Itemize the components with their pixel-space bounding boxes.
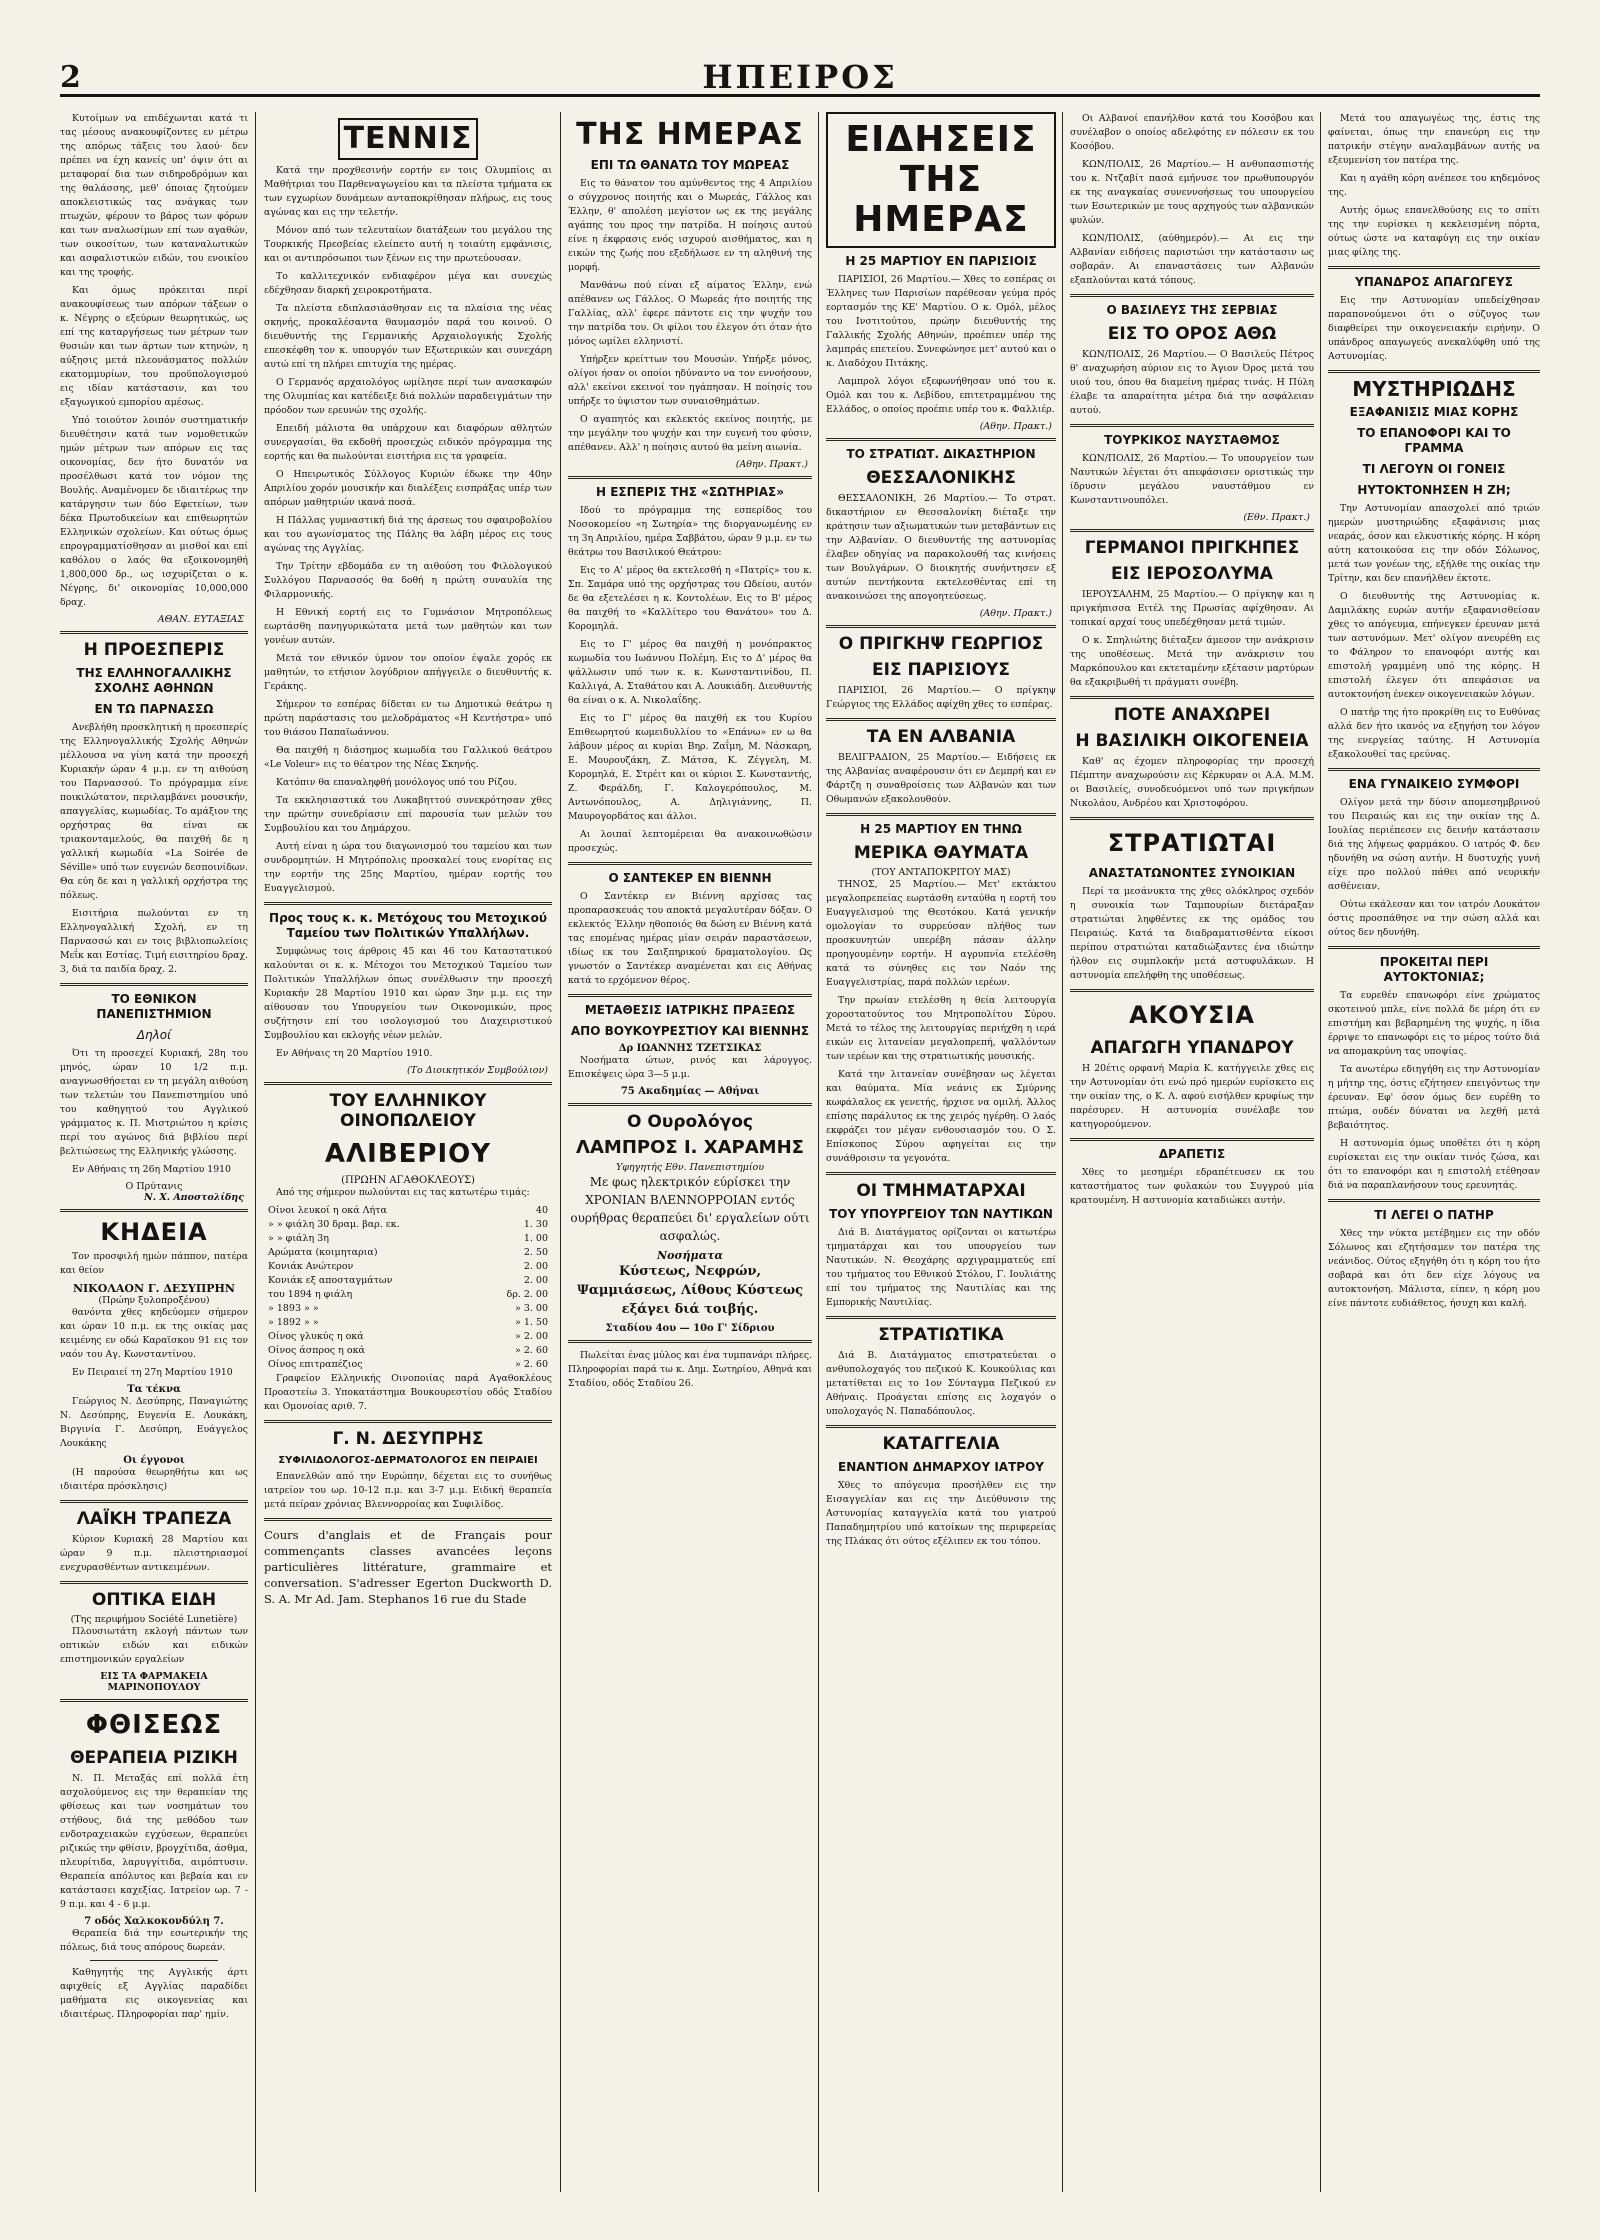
headline: ΤΗΣ ΗΜΕΡΑΣ (576, 117, 804, 152)
page-number: 2 (60, 60, 81, 95)
divider (826, 813, 1056, 816)
article-text: Η Πάλλας γυμναστική διά της άρσεως του σφαιροβολίου και του αγωνίσματος της Πάλης θα λάβη μέρος εις τους αγώνας της Αγγλίας. (264, 515, 552, 554)
headline: Ο ΣΑΝΤΕΚΕΡ ΕΝ ΒΙΕΝΝΗ (608, 871, 772, 885)
divider (60, 1581, 248, 1584)
article-text: Την Αστυνομίαν απασχολεί από τριών ημερών μυστηριώδης εξαφάνισις μιας νεαράς, όσον και ελκυστικής κόρης. Η κόρη αύτη κατοικούσα εις την οδόν Σόλωνος, μετά των γονέων της, εξήλθε της οικίας την Τρίτην, και δεν επανήλθεν έκτοτε. (1328, 503, 1540, 584)
subheadline: ΤΗΣ ΕΛΛΗΝΟΓΑΛΛΙΚΗΣ ΣΧΟΛΗΣ ΑΘΗΝΩΝ (76, 666, 232, 695)
article-text: Οι Αλβανοί επανήλθον κατά του Κοσόβου και συνέλαβον ο οποίος αδελφότης εν πόλεσιν εκ του Κοσόβου. (1070, 113, 1314, 152)
headline: ΤΑ ΕΝ ΑΛΒΑΝΙΑ (866, 727, 1016, 747)
article-text: Κατόπιν θα επαναληφθή μονόλογος υπό του Ρίζου. (276, 777, 517, 788)
article-text: Μόνον από των τελευταίων διατάξεων του μεγάλου της Τουρκικής Πρεσβείας ελείπετο αυτή η τοιαύτη εμφάνισις, και οι αντιπρόσωποι των ξένων εις την πρωτεύουσαν. (264, 225, 552, 264)
price-item: » 1893 » » (268, 1303, 319, 1314)
article-text: ΚΩΝ/ΠΟΛΙΣ, 26 Μαρτίου.— Ο Βασιλεύς Πέτρος θ' αναχωρήση αύριον εις το Άγιον Όρος μετά του υιού του, όπου θα διαμείνη ημέρας τινάς. Η Πύλη έλαβε τα απαραίτητα μέτρα διά την ασφάλειαν αυτού. (1070, 349, 1314, 416)
subheadline: ΤΙ ΛΕΓΟΥΝ ΟΙ ΓΟΝΕΙΣ (1362, 462, 1506, 476)
article-text: Χθες το απόγευμα προσήλθεν εις την Εισαγγελίαν και εις την Διεύθυνσιν της Αστυνομίας καταγγελία κατά του γιατρού Παπαδημητρίου υπό κατοίκων της περιφερείας της Πλάκας ότι ούτος εξέλιπεν εκ του τόπου. (826, 1480, 1056, 1547)
headline: ΕΝΑ ΓΥΝΑΙΚΕΙΟ ΣΥΜΦΟΡΙ (1348, 777, 1520, 791)
article-text: Ο κ. Σπηλιώτης διέταξεν άμεσον την ανάκρισιν της υποθέσεως. Μετά την ανάκρισιν του Μαρκόπουλου και εκτεταμένην εξέτασιν μαρτύρων θα εξακριβωθή τι πράγματι συνέβη. (1070, 635, 1314, 688)
subheadline: ΘΕΡΑΠΕΙΑ ΡΙΖΙΚΗ (70, 1748, 238, 1768)
column-1 (60, 112, 248, 2192)
divider (1070, 696, 1314, 699)
article-text: ΘΕΣΣΑΛΟΝΙΚΗ, 26 Μαρτίου.— Το στρατ. δικαστήριον εν Θεσσαλονίκη διέταξε την κράτησιν των αξιωματικών των μεταβάντων εις την Αλβανίαν. Ο διευθυντής της αστυνομίας έλαβεν οδηγίας να παρακολουθή τας κινήσεις των Βουλγάρων. Ο διοικητής συνήντησεν εξ αυτών πεντήκοντα εκτελεσθέντας επί τη ανακοινώσει της απογοητεύσεως. (826, 493, 1056, 602)
price-row (264, 1288, 552, 1302)
article-text: Υπήρξεν κρείττων του Μουσών. Υπήρξε μόνος, ολίγοι ήσαν οι οποίοι ηδύναντο να τον εννοήσουν, αλλ' εκείνοι εκεινοί τον ηγάπησαν. Η ποίησίς του υπήρξε το ύψιστον των συναισθημάτων. (568, 354, 812, 407)
divider (60, 983, 248, 986)
price-item: του 1894 η φιάλη (268, 1289, 353, 1300)
headline: ΚΗΔΕΙΑ (100, 1218, 208, 1246)
divider (568, 476, 812, 479)
signature: ΑΘΑΝ. ΕΥΤΑΞΙΑΣ (157, 614, 244, 625)
headline: Προς τους κ. κ. Μετόχους του Μετοχικού Ταμείου των Πολιτικών Υπαλλήλων. (269, 911, 547, 940)
article-text: Θα παιχθή η διάσημος κωμωδία του Γαλλικού θεάτρου «Le Voleur» εις το θέατρον της Νέας Σκηνής. (264, 745, 552, 770)
signature: (Το Διοικητικόν Συμβούλιον) (406, 1065, 548, 1076)
headline: ΦΘΙΣΕΩΣ (85, 1710, 223, 1740)
signature: (Εθν. Πρακτ.) (1243, 512, 1310, 523)
role-line: Τα τέκνα (127, 1384, 181, 1395)
price-item: » » φιάλη 30 δραμ. βαρ. εκ. (268, 1219, 400, 1230)
divider (60, 631, 248, 634)
article-text: Ο Γερμανός αρχαιολόγος ωμίλησε περί των ανασκαφών της Ολυμπίας και κατέδειξε διά πολλών παραδειγμάτων την πρόοδον των ερευνών της σχολής. (264, 377, 552, 416)
article-text: Ότι τη προσεχεί Κυριακή, 28η του μηνός, ώραν 10 1/2 π.μ. αναγνωσθήσεται εν τη μεγάλη αιθούση των τελετών του Πανεπιστημίου υπό του καθηγητού του Αγγλικού γράμματος κ. Π. Μιστριώτου η κρίσις περί του αγώνος διά βιβλίου περί βελτιώσεως της Ελληνικής γλώσσης. (60, 1048, 248, 1157)
note: (Η παρούσα θεωρηθήτω και ως ιδιαιτέρα πρόσκλησις) (60, 1467, 248, 1492)
divider (1070, 817, 1314, 820)
subheadline: ΤΟ ΕΠΑΝΟΦΟΡΙ ΚΑΙ ΤΟ ΓΡΑΜΜΑ (1357, 426, 1511, 455)
article-text: Μετά του απαγωγέως της, έστις της φαίνεται, όπως την επανεύρη εις την πατρικήν στέγην αναλαμβάνων αυτής να εξευμενίση τον πατέρα της. (1328, 113, 1540, 166)
price-value: 2. 00 (523, 1261, 548, 1272)
name-line: Δρ ΙΩΑΝΝΗΣ ΤΖΕΤΣΙΚΑΣ (618, 1043, 762, 1054)
names-list: Γεώργιος Ν. Δεσύπρης, Παναγιώτης Ν. Δεσύπρης, Ευγενία Ε. Λουκάκη, Βιργινία Γ. Δεσύπρη, Ευάγγελος Λουκάκης (60, 1396, 248, 1449)
divider (568, 1340, 812, 1343)
column-5 (1070, 112, 1314, 2192)
price-value: 40 (535, 1205, 548, 1216)
article-text: Την πρωίαν ετελέσθη η θεία λειτουργία χοροστατούντος του Μητροπολίτου Σύρου. Μετά το τέλος της λειτουργίας περιήχθη η ιερά εικών εις λιτανείαν μεγαλοπρεπή, ψαλλόντων των ιερέων και της στρατιωτικής μουσικής. (826, 995, 1056, 1062)
article-text: Λαμπρολ λόγοι εξεφωνήθησαν υπό του κ. Ομόλ και του κ. Λεβίδου, επιτετραμμένου της Ελλάδος, ο οποίος προέπιε υπέρ του κ. Φαλλιέρ. (826, 376, 1056, 415)
article-text: Ολίγον μετά την δύσιν απομεσημβρινού του Πειραιώς και εις την οικίαν της Δ. Ιουλίας περιέπεσεν εις δεινήν κατάστασιν διά της λήψεως φαρμάκου. Ο ιατρός Φ. δεν ηδυνήθη να σώση αυτήν. Η δυστυχής γυνή είχε προ πολλού πάθει από νευρικήν ασθένειαν. (1328, 797, 1540, 892)
column-rule (1062, 112, 1063, 2192)
name-line: ΝΙΚΟΛΑΟΝ Γ. ΔΕΣΥΠΡΗΝ (72, 1282, 235, 1295)
price-item: Οίνος άσπρος η οκά (268, 1345, 365, 1356)
price-row (264, 1344, 552, 1358)
article-text: Επανελθών από την Ευρώπην, δέχεται εις το συνήθως ιατρείον του ωρ. 10-12 π.μ. και 3-7 μ.μ. Ειδική θεραπεία μετά πείραν χρόνιας Βλεννορροίας και Συφιλίδος. (264, 1471, 552, 1510)
name-subline: (Πρώην ξυλοπροξένου) (98, 1295, 210, 1306)
headline (264, 118, 552, 160)
price-value: 1. 00 (523, 1233, 548, 1244)
article-text: Τα πλείστα εδιπλασιάσθησαν εις τα πλαίσια της νέας σκηνής, προκαλέσαντα θαυμασμόν παρά του κοινού. Ο διευθυντής της Γερμανικής Αρχαιολογικής Σχολής επεσκέφθη τον κ. υπουργόν των Εξωτερικών και συνεχάρη αυτώ επί τη πλήρει επιτυχία της ημέρας. (264, 303, 552, 370)
article-text: Το καλλιτεχνικόν ενδιαφέρον μέγα και συνεχώς εδέχθησαν διαρκή χειροκροτήματα. (264, 271, 552, 296)
address: 75 Ακαδημίας — Αθήναι (620, 1086, 760, 1097)
headline: ΟΠΤΙΚΑ ΕΙΔΗ (91, 1590, 217, 1610)
headline: ΘΕΣΣΑΛΟΝΙΚΗΣ (866, 468, 1016, 488)
article-text: Εις την Αστυνομίαν υπεδείχθησαν παραπονούμενοι ότι ο σύζυγος των διαφθείρει την οικογενειακήν ειρήνην. Ο υπάνδρος απαγωγεύς ανεκαλύφθη υπό της Αστυνομίας. (1328, 295, 1540, 362)
price-item: » » φιάλη 3η (268, 1233, 329, 1244)
headline: ΔΡΑΠΕΤΙΣ (1158, 1147, 1226, 1161)
headline: ΑΛΙΒΕΡΙΟΥ (324, 1139, 492, 1169)
headline: ΤΟ ΕΘΝΙΚΟΝ ΠΑΝΕΠΙΣΤΗΜΙΟΝ (96, 992, 212, 1021)
subheadline: (ΠΡΩΗΝ ΑΓΑΘΟΚΛΕΟΥΣ) (341, 1175, 475, 1186)
article-text: Κυτοίμων να επιδέχωνται κατά τι τας μέσους ανακουφίζοντες εν μέτρω της απόρως τάξεις του λαού· δεν πρέπει να έχη κανείς υπ' όψιν ότι αι μεταφοραί δια των σιδηροδρόμων και της θαλάσσης, μεθ' όποιας ζητούμεν αποκλειστικώς τας ανάγκας των πτωχών, φέρουν το βάρος των φόρων και των αναλωσίμων επί των αγαθών, των οικοσίτων, των καταναλωτικών και ασφαλιστικών ειδών, του ενοικίου και της τροφής. (60, 113, 248, 278)
headline: ΜΕΤΑΘΕΣΙΣ ΙΑΤΡΙΚΗΣ ΠΡΑΞΕΩΣ (584, 1003, 796, 1017)
column-rule (255, 112, 256, 2192)
article-text: Cours d'anglais et de Français pour commençants classes avancées leçons particulières littérature, grammaire et conversation. S'adresser Egerton Duckworth D. S. A. Mr Ad. Jam. Stephanos 16 rue du Stade (264, 1528, 552, 1606)
divider (568, 1103, 812, 1106)
article-text: Σήμερον το εσπέρας δίδεται εν τω Δημοτικώ θεάτρω η πρώτη παράστασις του μελοδράματος «Η Κεντήστρα» υπό του θιάσου Παπαϊωάννου. (264, 699, 552, 738)
article-text: ΤΗΝΟΣ, 25 Μαρτίου.— Μετ' εκτάκτου μεγαλοπρεπείας εωρτάσθη ενταύθα η εορτή του Ευαγγελισμού της Θεοτόκου. Κατά γενικήν ομολογίαν το συρρεύσαν πλήθος των προσκυνητών υπερέβη πάσαν άλλην προηγουμένην εορτήν. Η αγρυπνία ετελέσθη κατά το σύνηθες εις τον Ναόν της Ευαγγελιστρίας, παρά πολλών ιερέων. (826, 879, 1056, 988)
divider (1328, 370, 1540, 373)
signature: (Αθην. Πρακτ.) (979, 421, 1052, 432)
article-text: Ανεβλήθη προσκλητική η προεσπερίς της Ελληνογαλλικής Σχολής Αθηνών μέλλουσα να γίνη κατά την προσεχή Κυριακήν ώραν 4 μ.μ. εν τη αιθούση του Παρνασσού. Το πρόγραμμα είνε ποικιλώτατον, περιλαμβάνει μουσικήν, απαγγελίας, κωμωδίας. Το αμάξιον της ορχήστρας θα είναι εκ τριακονταμελούς, θα παιχθή δε η γαλλική κωμωδία «La Soirée de Séville» υπό των ευγενών δεσποινίδων. Θα εύη δε και η γαλλική ορχήστρα της πόλεως. (60, 722, 248, 901)
headline: ΠΟΤΕ ΑΝΑΧΩΡΕΙ (1113, 705, 1271, 725)
headline: Γ. Ν. ΔΕΣΥΠΡΗΣ (332, 1429, 484, 1449)
divider (60, 1500, 248, 1503)
address: ΕΙΣ ΤΑ ΦΑΡΜΑΚΕΙΑ ΜΑΡΙΝΟΠΟΥΛΟΥ (100, 1671, 208, 1693)
subheadline: ΕΠΙ ΤΩ ΘΑΝΑΤΩ ΤΟΥ ΜΩΡΕΑΣ (590, 158, 790, 172)
price-row (264, 1316, 552, 1330)
article-text: Ο Ηπειρωτικός Σύλλογος Κυριών έδωκε την 40ην Απριλίου χορόν μουσικήν και διαλέξεις εισπράξας υπέρ των απόρων μαθητριών ικανά ποσά. (264, 469, 552, 508)
article-text: Τα εκκλησιαστικά του Λυκαβηττού συνεκρότησαν χθες την πρώτην συνεδρίασιν επί παρουσία των μελών του Συμβουλίου και του Δημάρχου. (264, 795, 552, 834)
article-text: Πωλείται ένας μύλος και ένα τυμπανάρι πλήρες. Πληροφορίαι παρά τω κ. Δημ. Σωτηρίου, Αθηνά και Σταδίου, οδός Σταδίου 26. (568, 1350, 812, 1389)
article-text: Με φως ηλεκτρικόν εύρίσκει την ΧΡΟΝΙΑΝ ΒΛΕΝΝΟΡΡΟΙΑΝ εντός ουρήθρας θεραπεύει δι' εργαλείων ούτι ασφαλώς. (570, 1175, 810, 1243)
article-text: Αι λοιπαί λεπτομέρειαι θα ανακοινωθώσιν προσεχώς. (568, 829, 812, 854)
label: Νοσήματα (657, 1249, 723, 1262)
article-text: Μετά τον εθνικόν ύμνον τον οποίον έψαλε χορός εκ μαθητών, το ετήσιον λογύδριον απήγγειλε ο διευθυντής κ. Γεράκης. (264, 653, 552, 692)
date-line: Εν Πειραιεί τη 27η Μαρτίου 1910 (72, 1367, 233, 1378)
masthead (60, 60, 1540, 97)
subheadline: Δηλοί (136, 1028, 172, 1042)
subheadline: (ΤΟΥ ΑΝΤΑΠΟΚΡΙΤΟΥ ΜΑΣ) (871, 867, 1011, 878)
role-line: Οι έγγονοι (123, 1455, 185, 1466)
article-text: Κατά την λιτανείαν συνέβησαν ως λέγεται και θαύματα. Μία νεάνις εκ Σμύρνης κωφάλαλος εκ γενετής, ήρχισε να ομιλή. Άλλος επίσης παράλυτος εκ της χειρός ηγέρθη. Ο λαός εκφράζει τον μέγαν ενθουσιασμόν του. Ο Σ. Επίσκοπος Σύρου αφηγείται εις την συνάθροισιν τα γεγονότα. (826, 1069, 1056, 1164)
headline: Η ΒΑΣΙΛΙΚΗ ΟΙΚΟΓΕΝΕΙΑ (1075, 731, 1309, 751)
article-text: Ο διευθυντής της Αστυνομίας κ. Δαμιλάκης ευρών αυτήν εξαφανισθείσαν χθες το απόγευμα, επήνεγκεν έρευναν μετά των αστυνόμων. Μετ' ολίγον ανευρέθη εις το Φάληρον το επανοφόρι αυτής και επιστολή γραμμένη υπό της κόρης. Η επιστολή έλεγεν ότι απεφάσισε να αυτοκτονήση ένεκεν οικογενειακών λόγων. (1328, 591, 1540, 700)
headline: ΠΡΟΚΕΙΤΑΙ ΠΕΡΙ ΑΥΤΟΚΤΟΝΙΑΣ; (1379, 955, 1489, 984)
subheadline: (Της περιφήμου Société Lunetière) (70, 1614, 238, 1625)
article-text: ΠΑΡΙΣΙΟΙ, 26 Μαρτίου.— Χθες το εσπέρας οι Έλληνες των Παρισίων παρέθεσαν γεύμα πρός εορτασμόν της ΚΕ' Μαρτίου. Ο κ. Ομόλ, μέλος του Ινστιτούτου, πρώην διευθυντής της Γαλλικής Σχολής Αθηνών, προέπιεν υπέρ της λαμπράς επετείου. Συνεφώνησε μετ' αυτού και ο κ. Διαδόχου Πιτάκης. (826, 274, 1056, 369)
headline: Ο ΠΡΙΓΚΗΨ ΓΕΩΡΓΙΟΣ (838, 634, 1044, 654)
headline: ΕΙΣ ΙΕΡΟΣΟΛΥΜΑ (1111, 564, 1273, 584)
article-text: Κύστεως, Νεφρών, Ψαμμιάσεως, Λίθους Κύστεως εξάγει διά τοιβής. (576, 1264, 804, 1317)
headline: ΤΟΥ ΕΛΛΗΝΙΚΟΥ ΟΙΝΟΠΩΛΕΙΟΥ (329, 1091, 487, 1131)
article-text: Τα ευρεθέν επανωφόρι είνε χρώματος σκοτεινού μπλε, είνε πολλά δε μέρη ότι εν επιστήμη και βεβαρημένη της ψυχής, η ίδια έρριψε το επανωφόρι εις το μέρος τούτο διά να απομακρύνη τας υποψίας. (1328, 990, 1540, 1057)
article-text: Διά Β. Διατάγματος ορίζονται οι κατωτέρω τμηματάρχαι και του υπουργείου των Ναυτικών. Ν. Θεοχάρης αρχιγραμματεύς επί του τμήματος του Εθνικού Στόλου, Γ. Ιουλιάτης επί του τμήματος της Ναυτιλίας και της Εμπορικής Ναυτιλίας. (826, 1227, 1056, 1308)
divider (1328, 266, 1540, 269)
price-item: » 1892 » » (268, 1317, 319, 1328)
divider (264, 1518, 552, 1521)
subheadline: ΗΥΤΟΚΤΟΝΗΣΕΝ Η ΖΗ; (1357, 483, 1511, 497)
divider (1328, 1199, 1540, 1202)
article-text: Η 20έτις ορφανή Μαρία Κ. κατήγγειλε χθες εις την Αστυνομίαν ότι ενώ πρό ημερών ευρίσκετο εις την οικίαν της, ο Κ. Λ. αφού εισήλθεν κρυφίως την παρέσυρεν. Η αστυνομία συνέλαβε τον κατηγορούμενον. (1070, 1063, 1314, 1130)
headline: ΤΟΥΡΚΙΚΟΣ ΝΑΥΣΤΑΘΜΟΣ (1104, 433, 1280, 447)
article-text: Αυτή είναι η ώρα του διαγωνισμού του ταμείου και των συνδρομητών. Η Μητρόπολις προσκαλεί τους ενορίτας εις την εορτήν της 25ης Μαρτίου, ημέραν εορτής του Ευαγγελισμού. (264, 841, 552, 894)
divider (568, 862, 812, 865)
divider (826, 1425, 1056, 1428)
article-text: Χθες την νύκτα μετέβημεν εις την οδόν Σόλωνος και εζητήσαμεν τον πατέρα της νεάνιδος. Ούτος εξηγήθη ότι η κόρη του ήτο σοβαρά και ότι δεν είχε λόγους να αυτοκτονήση. Μάλιστα, είπεν, η κόρη μου είνε πάντοτε ευδιάθετος, ήσυχη και καλή. (1328, 1228, 1540, 1309)
price-value: 2. 00 (523, 1275, 548, 1286)
headline: ΜΕΡΙΚΑ ΘΑΥΜΑΤΑ (853, 843, 1029, 863)
subheadline: ΑΝΑΣΤΑΤΩΝΟΝΤΕΣ ΣΥΝΟΙΚΙΑΝ (1088, 866, 1296, 880)
column-rule (818, 112, 819, 2192)
divider (826, 718, 1056, 721)
article-text: Επειδή μάλιστα θα υπάρχουν και διαφόρων αθλητών συνεργασίαι, θα εκδοθή προσεχώς ειδικόν πρόγραμμα της εορτής και θα πωλούνται εισιτήρια εις τα γραφεία. (264, 423, 552, 462)
price-row (264, 1358, 552, 1372)
article-text: Ιδού το πρόγραμμα της εσπερίδος του Νοσοκομείου «η Σωτηρία» της διοργανωμένης εν τη 3η Απριλίου, ημέρα Σαββάτου, ώραν 9 μ.μ. εν τω θεάτρω του Βασιλικού Θεάτρου: (568, 505, 812, 558)
article-text: ΚΩΝ/ΠΟΛΙΣ, 26 Μαρτίου.— Το υπουργείον των Ναυτικών λέγεται ότι απεφάσισεν οριστικώς την ίδρυσιν μεγάλου ναυστάθμου εν Κωνσταντινουπόλει. (1070, 453, 1314, 506)
divider (264, 902, 552, 905)
article-text: Γραφείον Ελληνικής Οινοποιίας παρά Αγαθοκλέους Προαστείω 3. Υποκατάστημα Βουκουρεστίου οδός Σταδίου και Ομονοίας αριθ. 7. (264, 1373, 552, 1412)
article-text: Αυτής όμως επανελθούσης εις το σπίτι της την ευρίσκει η κεκλεισμένη πόρτα, ούτως ώστε να καταφύγη εις την οικίαν μιας φίλης της. (1328, 205, 1540, 258)
headline: ΤΙ ΛΕΓΕΙ Ο ΠΑΤΗΡ (1374, 1208, 1494, 1222)
price-item: Οίνος επιτραπέζιος (268, 1359, 363, 1370)
price-row (264, 1260, 552, 1274)
headline: Ο ΒΑΣΙΛΕΥΣ ΤΗΣ ΣΕΡΒΙΑΣ (1106, 303, 1278, 317)
article-text: Ν. Π. Μεταξάς επί πολλά έτη ασχολούμενος εις την θεραπείαν της φθίσεως και των νοσημάτων του στήθους, διά της μεθόδου των ενδοτραχειακών εγχύσεων, θεραπεύει ριζικώς την φθίσιν, βρογχίτιδα, άσθμα, πλευρίτιδα, λαρυγγίτιδα, αιμόπτυσιν. Θεραπεία απόλυτος και βεβαία και εν κατάστασει καχεξίας. Ιατρείον ωρ. 7 - 9 π.μ. και 4 - 6 μ.μ. (60, 1773, 248, 1910)
article-text: Πλουσιωτάτη εκλογή πάντων των οπτικών ειδών και ειδικών επιστημονικών εργαλείων (60, 1626, 248, 1665)
article-text: Τον προσφιλή ημών πάππον, πατέρα και θείον (60, 1251, 248, 1276)
headline: ΣΤΡΑΤΙΩΤΑΙ (1107, 829, 1277, 857)
column-rule (1320, 112, 1321, 2192)
date-line: Εν Αθήναις τη 20 Μαρτίου 1910. (276, 1048, 433, 1059)
divider (1070, 529, 1314, 532)
headline: ΤΟ ΣΤΡΑΤΙΩΤ. ΔΙΚΑΣΤΗΡΙΟΝ (846, 447, 1036, 461)
article-text: Ο πατήρ της ήτο προκρίθη εις το Ευθύνας αλλά δεν ήτο ικανός να εξηγήση τον λόγον της ενεργείας ταύτης. Η Αστυνομία εξακολουθεί τας ερεύνας. (1328, 707, 1540, 760)
article-text: Συμφώνως τοις άρθροις 45 και 46 του Καταστατικού καλούνται οι κ. κ. Μέτοχοι του Μετοχικού Ταμείου των Πολιτικών Υπαλλήλων όπως συνέλθωσιν την προσεχή Κυριακήν 28 Μαρτίου 1910 και ώραν 3ην μ.μ. εις την αίθουσαν του Υπουργείου των Οικονομικών, προς συζήτησιν επί του ισολογισμού του Διαχειριστικού Συμβουλίου και εκλογής νέων μελών. (264, 946, 552, 1041)
headline: Η ΠΡΟΕΣΠΕΡΙΣ (83, 640, 225, 660)
headline: Η 25 ΜΑΡΤΙΟΥ ΕΝ ΤΗΝΩ (860, 822, 1022, 836)
article-text: Χθες το μεσημέρι εδραπέτευσεν εκ του καταστήματος των φυλακών του Συγγρού μία κρατουμένη. Η αστυνομία καταδιώκει αυτήν. (1070, 1167, 1314, 1206)
subheadline: ΕΝΑΝΤΙΟΝ ΔΗΜΑΡΧΟΥ ΙΑΤΡΟΥ (838, 1460, 1044, 1474)
price-item: Αρώματα (κοιμηταρια) (268, 1247, 378, 1258)
note: Θεραπεία διά την εσωτερικήν της πόλεως, διά τους απόρους δωρεάν. (60, 1928, 248, 1953)
price-row (264, 1232, 552, 1246)
article-text: Νοσήματα ώτων, ρινός και λάρυγγος. Επισκέψεις ώρα 3—5 μ.μ. (568, 1055, 812, 1080)
divider (1328, 946, 1540, 949)
price-row (264, 1330, 552, 1344)
headline: ΓΕΡΜΑΝΟΙ ΠΡΙΓΚΗΠΕΣ (1084, 538, 1300, 558)
role-line: Ο Πρύτανις (125, 1181, 183, 1192)
article-text: Και όμως πρόκειται περί ανακουφίσεως των απόρων τάξεων ο κ. Νέγρης ο εξεύρων θεωρητικώς, ως επί της καταργήσεως των μέτρων των θυσιών και των άρτων των κτηνών, η αύξησις μετά πλεονάσματος πολλών εκατομμυρίων, του προϋπολογισμού εις ιδίαν κατάστασιν, και του εξαγωγικού εμπορίου αμέσως. (60, 285, 248, 408)
headline: ΟΙ ΤΜΗΜΑΤΑΡΧΑΙ (856, 1181, 1026, 1201)
subheadline: ΑΠΟ ΒΟΥΚΟΥΡΕΣΤΙΟΥ ΚΑΙ ΒΙΕΝΝΗΣ (570, 1024, 810, 1038)
divider (90, 1960, 218, 1961)
price-value: » 3. 00 (514, 1303, 548, 1314)
signature: Ν. Χ. Αποστολίδης (144, 1192, 244, 1203)
signature: (Αθην. Πρακτ.) (735, 459, 808, 470)
price-value: » 2. 60 (514, 1359, 548, 1370)
divider (1070, 424, 1314, 427)
subheadline: ΑΠΑΓΩΓΗ ΥΠΑΝΔΡΟΥ (1090, 1038, 1294, 1058)
column-3 (568, 112, 812, 2192)
column-4 (826, 112, 1056, 2192)
name-line: ΛΑΜΠΡΟΣ Ι. ΧΑΡΑΜΗΣ (576, 1137, 804, 1158)
date-line: Εν Αθήναις τη 26η Μαρτίου 1910 (72, 1164, 231, 1175)
price-item: Κονιάκ Ανώτερον (268, 1261, 354, 1272)
headline: ΕΙΣ ΠΑΡΙΣΙΟΥΣ (872, 660, 1010, 680)
article-text: Διά Β. Διατάγματος επιστρατεύεται ο ανθυπολοχαγός του πεζικού Κ. Κουκούλιας και μετατίθεται εις το 1ον Σύνταγμα Πεζικού εν Αθήναις. Προάγεται επίσης εις λοχαγόν ο υπολοχαγός Ν. Παπαδόπουλος. (826, 1350, 1056, 1417)
divider (826, 1316, 1056, 1319)
article-text: Ο αγαπητός και εκλεκτός εκείνος ποιητής, με την μεγάλην του ψυχήν και την ευγενή του φύσιν, απέθανεν. Αλλ' η ποίησις αυτού θα μείνη αιωνία. (568, 414, 812, 453)
subheadline: ΤΟΥ ΥΠΟΥΡΓΕΙΟΥ ΤΩΝ ΝΑΥΤΙΚΩΝ (829, 1207, 1053, 1221)
price-value: 2. 50 (523, 1247, 548, 1258)
headline: ΕΞΑΦΑΝΙΣΙΣ ΜΙΑΣ ΚΟΡΗΣ (1349, 405, 1519, 419)
article-text: Εις το θάνατον του αμύνθεντος της 4 Απριλίου ο σύγχρονος ποιητής και ο Μωρεάς, Γάλλος και Έλλην, θ' απολέση μεγίστον ως εκ της μεγάλης αγάπης του προς την πατρίδα. Η ποίησις αυτού είνε η έκφρασις ενός ισχυρού αισθήματος, και η εικών της ζωής που εξεδήλωσε εν τη αληθινή της μορφή. (568, 178, 812, 273)
article-text: Καθ' ας έχομεν πληροφορίας την προσεχή Πέμπτην αναχωρούσιν εις Κέρκυραν οι Α.Α. Μ.Μ. οι Βασιλείς, συνοδευόμενοι υπό των πριγκήπων Νικολάου, Ανδρέου και Χριστοφόρου. (1070, 756, 1314, 809)
divider (60, 1209, 248, 1212)
divider (1070, 989, 1314, 992)
headline: Η 25 ΜΑΡΤΙΟΥ ΕΝ ΠΑΡΙΣΙΟΙΣ (845, 254, 1037, 268)
divider (826, 438, 1056, 441)
divider (568, 994, 812, 997)
column-rule (560, 112, 561, 2192)
article-text: ΚΩΝ/ΠΟΛΙΣ, (αύθημερόν).— Αι εις την Αλβανίαν ειδήσεις παριστώσι την κατάστασιν ως σοβαράν. Αι επαναστάσεις των Αλβανών εξαπλούνται κατά τόπους. (1070, 233, 1314, 286)
headline: ΜΥΣΤΗΡΙΩΔΗΣ (1352, 377, 1516, 401)
article-text: Καθηγητής της Αγγλικής άρτι αφιχθείς εξ Αγγλίας παραδίδει μαθήματα εις οικογενείας και ιδιαιτέρως. Πληροφορίαι παρ' ημίν. (60, 1967, 248, 2020)
article-text: Ούτω εκάλεσαν και τον ιατρόν Λουκάτον όστις προσπάθησε να την σώση αλλά και ούτος δεν ηδυνήθη. (1328, 899, 1540, 938)
article-text: Εις το Γ' μέρος θα παιχθή η μονόπρακτος κωμωδία του Ιωάννου Πολέμη. Εις το Δ' μέρος θα ψάλλωσιν υπό των κ. κ. Κωνσταντινίδου, Π. Καλλιγά, Α. Σταθάτου και Α. Λουκιάδη. Διευθυντής θα είναι ο κ. Α. Νικολαΐδης. (568, 639, 812, 706)
price-value: » 1. 50 (514, 1317, 548, 1328)
article-text: ΠΑΡΙΣΙΟΙ, 26 Μαρτίου.— Ο πρίγκηψ Γεώργιος της Ελλάδος αφίχθη χθες το εσπέρας. (826, 685, 1056, 710)
price-item: Οίνος γλυκύς η οκά (268, 1331, 364, 1342)
price-list (264, 1204, 552, 1372)
article-text: Και η αγάθη κόρη ανέπεσε του κηδεμόνος της. (1328, 173, 1540, 198)
divider (826, 625, 1056, 628)
price-value: » 2. 00 (514, 1331, 548, 1342)
column-2 (264, 112, 552, 2192)
price-row (264, 1218, 552, 1232)
address: 7 οδός Χαλκοκονδύλη 7. (84, 1916, 224, 1927)
subheadline: Υφηγητής Εθν. Πανεπιστημίου (615, 1162, 765, 1173)
article-text: Κατά την προχθεσινήν εορτήν εν τοις Ολυμπίοις αι Μαθήτριαι του Παρθεναγωγείου και τα πλείστα τμήματα εκ των εγχωρίων δυνάμεων ανταποκρίθησαν πλήρως, εις τους αγώνας και εις την τελετήν. (264, 165, 552, 218)
headline: ΑΚΟΥΣΙΑ (1129, 1001, 1255, 1029)
article-text: Εισιτήρια πωλούνται εν τη Ελληνογαλλική Σχολή, εν τη Παρνασσώ και εν τοις βιβλιοπωλείοις Μεΐκ και Εστίας. Τιμή εισιτηρίου δραχ. 3, διά τα παιδία δραχ. 2. (60, 908, 248, 975)
article-text: Μανθάνω πού είναι εξ αίματος Έλλην, ενώ απέθανεν ως Γάλλος. Ο Μωρεάς ήτο ποιητής της Γαλλίας, αλλ' έφερε πάντοτε εις την ψυχήν του την πατρίδα του. Οι φίλοι του έλεγον ότι όταν ήτο μόνος ωμίλει ελληνιστί. (568, 280, 812, 347)
price-item: Κονιάκ εξ αποσταγμάτων (268, 1275, 393, 1286)
divider (1328, 768, 1540, 771)
column-6 (1328, 112, 1540, 2192)
price-row (264, 1274, 552, 1288)
divider (1070, 1138, 1314, 1141)
article-text: ΙΕΡΟΥΣΑΛΗΜ, 25 Μαρτίου.— Ο πρίγκηψ και η πριγκήπισσα Ειτέλ της Πρωσίας αφίχθησαν. Αι τοπικαί αρχαί τους υπεδέχθησαν μετά τιμών. (1070, 589, 1314, 628)
divider (264, 1082, 552, 1085)
article-text: Υπό τοιούτον λοιπόν συστηματικήν διευθέτησιν κατά των νομοθετικών ημών μέτρων των απόρων εις τας οικονομίας, δεν ήτο δυνατόν να προσέλθωσι κατά τον νόμον της Βουλής. Αναμένομεν δε ιδιαιτέρως την κατάργησιν των δύο Εφετείων, των δέκα Πρωτοδικείων και επιθεωρητών Ελληνικών σχολείων. Και ούτως όμως επρογραμματίσθησαν αι μισθοί και επί καθόλου ο λαός θα εξοικονομηθή 1,800,000 δρ., ως ισχυρίζεται ο κ. Νέγρης, δι' οικονομίας 10,000,000 δραχ. (60, 415, 248, 608)
subheadline: ΣΥΦΙΛΙΔΟΛΟΓΟΣ-ΔΕΡΜΑΤΟΛΟΓΟΣ ΕΝ ΠΕΙΡΑΙΕΙ (278, 1455, 538, 1466)
article-text: ΒΕΛΙΓΡΑΔΙΟΝ, 25 Μαρτίου.— Ειδήσεις εκ της Αλβανίας αναφέρουσιν ότι εν Δεμπρή και εν Φάρτζη η συναθροίσεις των Αλβανών και των Οθωμανών εξακολουθούν. (826, 752, 1056, 805)
article-text: Από της σήμερον πωλούνται εις τας κατωτέρω τιμάς: (276, 1187, 530, 1198)
divider (826, 1172, 1056, 1175)
divider (60, 1699, 248, 1702)
address: Σταδίου 4ου — 10ο Γ' Σίδριου (605, 1323, 775, 1334)
article-text: Η Εθνική εορτή εις το Γυμνάσιον Μητροπόλεως εωρτάσθη πανηγυρικώτατα μετά των μαθητών και των γονέων αυτών. (264, 607, 552, 646)
headline: ΕΙΣ ΤΟ ΟΡΟΣ ΑΘΩ (1107, 324, 1277, 344)
article-text: Κύριον Κυριακή 28 Μαρτίου και ώραν 9 π.μ. πλειστηριασμοί ενεχυρασθέντων αντικειμένων. (60, 1534, 248, 1573)
headline: Η ΕΣΠΕΡΙΣ ΤΗΣ «ΣΩΤΗΡΙΑΣ» (596, 485, 784, 499)
divider (264, 1420, 552, 1423)
price-row (264, 1246, 552, 1260)
price-row (264, 1204, 552, 1218)
article-text: Εις το Α' μέρος θα εκτελεσθή η «Πατρίς» του κ. Σπ. Σαμάρα υπό της ορχήστρας του Ωδείου, αυτόν δε θα εξετελέσει η κ. Κοντολέων. Εις το Β' μέρος θα παιχθή το «Καλλίτερο του Θανάτου» του Δ. Κορομηλά. (568, 565, 812, 632)
signature: (Αθην. Πρακτ.) (979, 608, 1052, 619)
headline: ΚΑΤΑΓΓΕΛΙΑ (882, 1434, 1000, 1454)
divider (1070, 294, 1314, 297)
headline: ΣΤΡΑΤΙΩΤΙΚΑ (878, 1325, 1004, 1345)
article-text: Την Τρίτην εβδομάδα εν τη αιθούση του Φιλολογικού Συλλόγου Παρνασσός θα δοθή η πρώτη συναυλία της Φιλαρμονικής. (264, 561, 552, 600)
article-text: Ο Σαντέκερ εν Βιέννη αρχίσας τας προπαρασκευάς του αποκτά μεγαλυτέραν δόξαν. Ο εκλεκτός Έλλην ηθοποιός θα δώση εν Βιέννη κατά τας επομένας ημέρας μίαν σειράν παραστάσεων, ιδίως εκ του Σαιξπηρικού δραματολογίου. Ως γνωστόν ο Σαντέκερ αναμένεται και εις Αθήνας κατά το ερχόμενον θέρος. (568, 891, 812, 986)
price-value: » 2. 60 (514, 1345, 548, 1356)
headline: ΥΠΑΝΔΡΟΣ ΑΠΑΓΩΓΕΥΣ (1355, 275, 1513, 289)
price-item: Οίνοι λευκοί η οκά Λήτα (268, 1205, 387, 1216)
article-text: Εις το Γ' μέρος θα παιχθή εκ του Κυρίου Επιθεωρητού κωμειδυλλίου το «Επάνω» εν ω θα λάβουν μέρος αι κυρίαι Βηρ. Ζαΐμη, Μ. Νάσκαρη, Ε. Μουρουζάκη, Ζ. Μάτσα, Κ. Ζέγγελη, Μ. Κορομηλά, Ε. Στρέιτ και οι κύριοι Σ. Κωνσταντής, Ζ. Φεράλδη, Γ. Καλογερόπουλος, Μ. Αντωνόπουλος, Α. Δηλιγιάννης, Π. Μαυρογορδάτος και άλλοι. (568, 713, 812, 822)
price-value: 1. 30 (523, 1219, 548, 1230)
article-text: Περί τα μεσάνυκτα της χθες ολόκληρος σχεδόν η συνοικία των Ταμπουρίων διετάραξαν στρατιώται ληφθέντες εκ της ομάδος του Πειραιώς. Κατά τα διαδραματισθέντα είκοσι περίπου στρατιώται καταδιώξαντες ένα ιδιώτην ήλθον εις συμπλοκήν μετά αστυφυλάκων. Η αστυνομία επελήφθη της υποθέσεως. (1070, 886, 1314, 981)
headline: Ο Ουρολόγος (627, 1112, 753, 1132)
article-text: θανόντα χθες κηδεύομεν σήμερον και ώραν 10 π.μ. εκ της οικίας μας κειμένης εν οδώ Καραϊσκου 91 εις τον ναόν του Αγ. Κωνσταντίνου. (60, 1307, 248, 1360)
headline: ΛΑΪΚΗ ΤΡΑΠΕΖΑ (76, 1509, 232, 1529)
article-text: ΚΩΝ/ΠΟΛΙΣ, 26 Μαρτίου.— Η ανθυπασπιστής του κ. Ντζαβίτ πασά εμήνυσε τον πρωθυπουργόν εκ της αναγκαίας συνεννοήσεως του υπουργείου των Εσωτερικών με τους αρχηγούς των αλβανικών φυλών. (1070, 159, 1314, 226)
article-text: Τα ανωτέρω εδιηγήθη εις την Αστυνομίαν η μήτηρ της, όστις εζήτησεν επειγόντως την έρευναν. Εφ' όσον όμως δεν ευρέθη το πτώμα, ουδέν δύναται να λεχθή μετά βεβαιότητος. (1328, 1064, 1540, 1131)
section-title: ΕΙΔΗΣΕΙΣ ΤΗΣ ΗΜΕΡΑΣ (826, 112, 1056, 248)
price-row (264, 1302, 552, 1316)
headline-box: ΤΕΝΝΙΣ (338, 118, 479, 160)
subheadline: ΕΝ ΤΩ ΠΑΡΝΑΣΣΩ (94, 702, 214, 716)
price-value: δρ. 2. 00 (506, 1289, 548, 1300)
newspaper-title: ΗΠΕΙΡΟΣ (702, 58, 898, 96)
article-text: Η αστυνομία όμως υποθέτει ότι η κόρη ευρίσκεται εις την οικίαν τινός ζώσα, και ότι το επανοφόρι και η επιστολή ετέθησαν διά να παραπλανήσουν τους ερευνητάς. (1328, 1138, 1540, 1191)
